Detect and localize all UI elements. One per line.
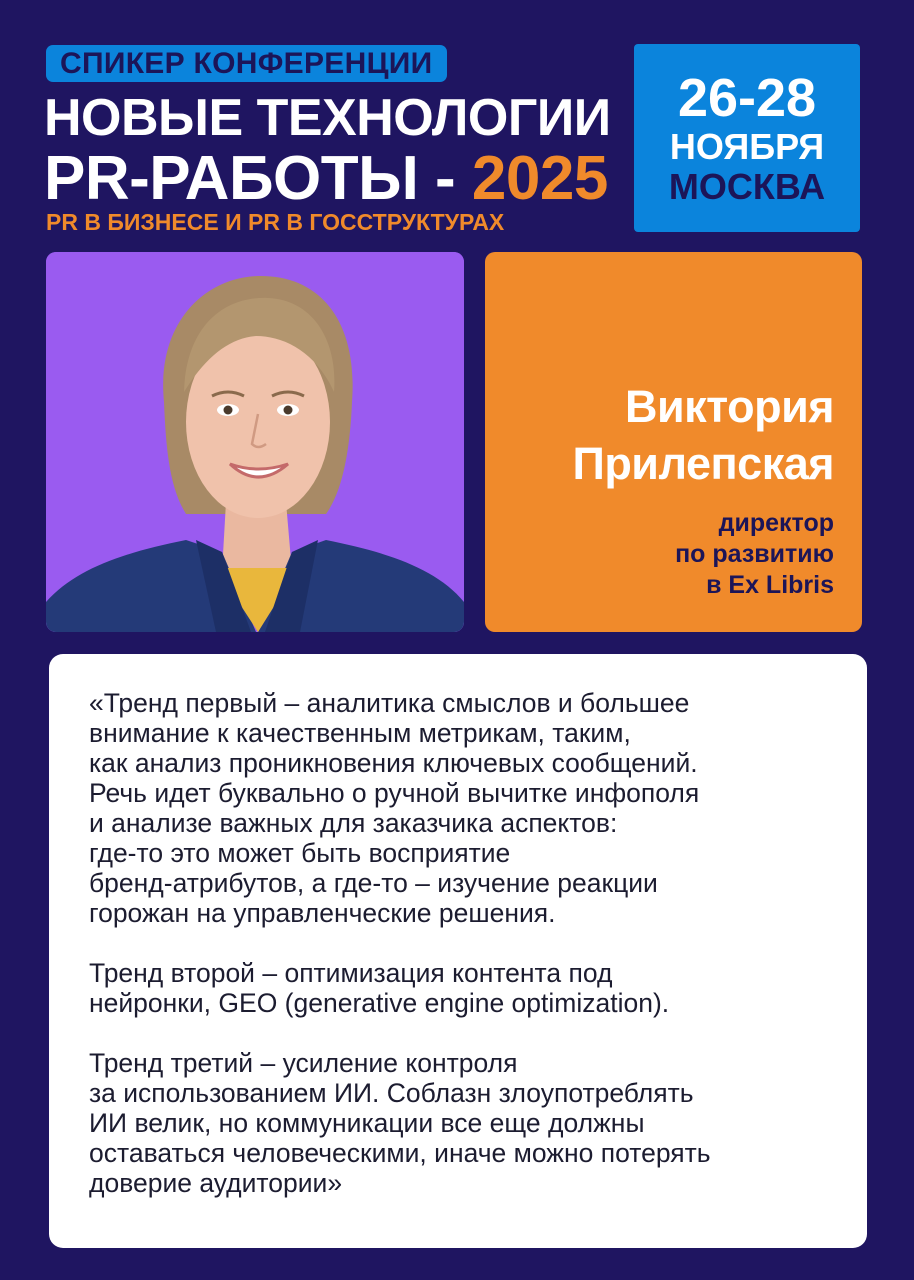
conference-title-line2: [44, 146, 608, 212]
event-dates: 26-28: [677, 68, 817, 128]
quote-text: [89, 688, 849, 1198]
event-city: МОСКВА: [668, 166, 826, 207]
conference-year: 2025: [471, 144, 608, 213]
speaker-photo: [46, 252, 464, 632]
speaker-name: [572, 378, 834, 492]
speaker-role-line3: в Ex Libris: [706, 571, 834, 599]
speaker-info-card: [485, 252, 862, 632]
speaker-portrait-illustration: [46, 252, 464, 632]
conference-title-prefix: PR-РАБОТЫ -: [44, 144, 472, 213]
speaker-first-name: Виктория: [624, 381, 834, 432]
conference-subtitle: PR В БИЗНЕСЕ И PR В ГОССТРУКТУРАХ: [46, 209, 505, 235]
quote-paragraph-2: Тренд второй – оптимизация контента под нейронки, GEO (generative engine optimization).: [89, 958, 670, 1018]
quote-card: [49, 654, 867, 1248]
speaker-badge: СПИКЕР КОНФЕРЕНЦИИ: [46, 45, 447, 82]
quote-paragraph-3: Тренд третий – усиление контроля за использованием ИИ. Соблазн злоупотреблять ИИ велик, но коммуникации все еще должны оставаться человеческими, иначе можно потерять доверие аудитории»: [89, 1048, 711, 1198]
speaker-role-line2: по развитию: [675, 540, 834, 568]
event-month: НОЯБРЯ: [669, 126, 825, 167]
conference-title-line1: НОВЫЕ ТЕХНОЛОГИИ: [44, 89, 611, 147]
quote-paragraph-1: «Тренд первый – аналитика смыслов и большее внимание к качественным метрикам, таким, как анализ проникновения ключевых сообщений. Речь идет буквально о ручной вычитке инфополя и анализе важных для заказчика аспектов: где-то это может быть восприятие бренд-атрибутов, а где-то – изучение реакции горожан на управленческие решения.: [89, 688, 700, 928]
date-box: [634, 44, 860, 232]
speaker-role: [675, 508, 834, 601]
speaker-last-name: Прилепская: [572, 438, 834, 489]
speaker-role-line1: директор: [718, 509, 834, 537]
